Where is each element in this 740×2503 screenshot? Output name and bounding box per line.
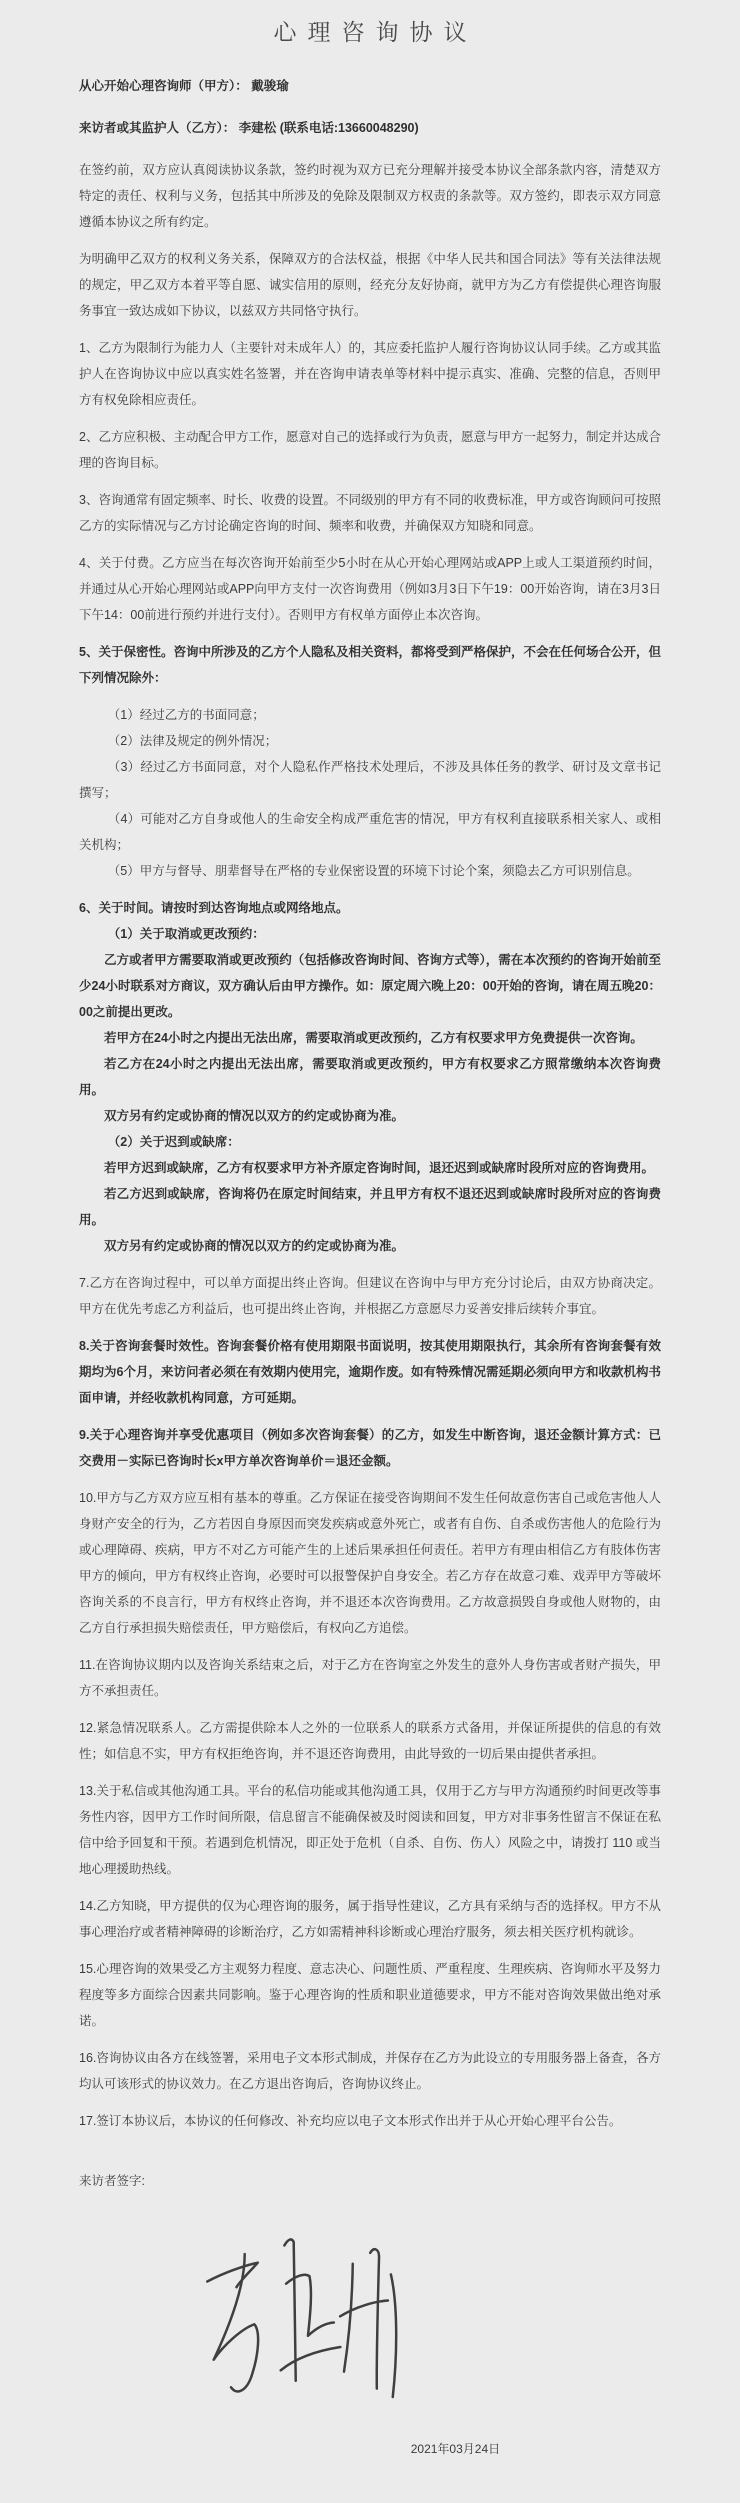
clause-16: 16.咨询协议由各方在线签署，采用电子文本形式制成，并保存在乙方为此设立的专用服务器上备查，各方均认可该形式的协议效力。在乙方退出咨询后，咨询协议终止。 [79, 2051, 661, 2091]
clause-7: 7.乙方在咨询过程中，可以单方面提出终止咨询。但建议在咨询中与甲方充分讨论后，由双方协商决定。甲方在优先考虑乙方利益后，也可提出终止咨询，并根据乙方意愿尽力妥善安排后续转介事宜。 [79, 1276, 661, 1316]
clause-6: 6、关于时间。请按时到达咨询地点或网络地点。 [79, 901, 349, 915]
clause-5-item-1: （1）经过乙方的书面同意； [107, 708, 265, 722]
party-a-line: 从心开始心理咨询师（甲方）： 戴骏瑜 [79, 79, 289, 93]
clause-6-sub2-item-1: 若甲方迟到或缺席，乙方有权要求甲方补齐原定咨询时间，退还迟到或缺席时段所对应的咨询费用。 [104, 1161, 655, 1175]
clause-6-sub2-item-2: 若乙方迟到或缺席，咨询将仍在原定时间结束，并且甲方有权不退还迟到或缺席时段所对应的咨询费用。 [79, 1187, 661, 1227]
clause-6-sub2-item-3: 双方另有约定或协商的情况以双方的约定或协商为准。 [104, 1239, 405, 1253]
clause-13: 13.关于私信或其他沟通工具。平台的私信功能或其他沟通工具，仅用于乙方与甲方沟通预约时间更改等事务性内容，因甲方工作时间所限，信息留言不能确保被及时阅读和回复，甲方对非事务性留言不保证在私信中给予回复和干预。若遇到危机情况，即正处于危机（自杀、自伤、伤人）风险之中，请拨打 110 或当地心理援助热线。 [79, 1784, 661, 1876]
page-title: 心理咨询协议 [273, 19, 478, 45]
clause-15: 15.心理咨询的效果受乙方主观努力程度、意志决心、问题性质、严重程度、生理疾病、咨询师水平及努力程度等多方面综合因素共同影响。鉴于心理咨询的性质和职业道德要求，甲方不能对咨询效果做出绝对承诺。 [79, 1962, 661, 2028]
clause-5-item-5: （5）甲方与督导、朋辈督导在严格的专业保密设置的环境下讨论个案，须隐去乙方可识别信息。 [107, 864, 640, 878]
clause-5: 5、关于保密性。咨询中所涉及的乙方个人隐私及相关资料，都将受到严格保护，不会在任何场合公开，但下列情况除外： [79, 645, 661, 685]
clause-2: 2、乙方应积极、主动配合甲方工作，愿意对自己的选择或行为负责，愿意与甲方一起努力，制定并达成合理的咨询目标。 [79, 430, 661, 470]
agreement-body [79, 73, 661, 2462]
clause-14: 14.乙方知晓，甲方提供的仅为心理咨询的服务，属于指导性建议，乙方具有采纳与否的选择权。甲方不从事心理治疗或者精神障碍的诊断治疗，乙方如需精神科诊断或心理治疗服务，须去相关医疗机构就诊。 [79, 1899, 661, 1939]
clause-9: 9.关于心理咨询并享受优惠项目（例如多次咨询套餐）的乙方，如发生中断咨询，退还金额计算方式：已交费用－实际已咨询时长x甲方单次咨询单价＝退还金额。 [79, 1428, 661, 1468]
clause-6-sub1-item-1: 乙方或者甲方需要取消或更改预约（包括修改咨询时间、咨询方式等），需在本次预约的咨询开始前至少24小时联系对方商议，双方确认后由甲方操作。如：原定周六晚上20：00开始的咨询，请在周五晚20：00之前提出更改。 [79, 953, 661, 1019]
clause-11: 11.在咨询协议期内以及咨询关系结束之后，对于乙方在咨询室之外发生的意外人身伤害或者财产损失，甲方不承担责任。 [79, 1658, 661, 1698]
clause-8: 8.关于咨询套餐时效性。咨询套餐价格有使用期限书面说明，按其使用期限执行，其余所有咨询套餐有效期均为6个月，来访问者必须在有效期内使用完，逾期作废。如有特殊情况需延期必须向甲方和收款机构书面申请，并经收款机构同意，方可延期。 [79, 1339, 661, 1405]
party-b-line: 来访者或其监护人（乙方）： 李建松 (联系电话:13660048290) [79, 121, 419, 135]
clause-12: 12.紧急情况联系人。乙方需提供除本人之外的一位联系人的联系方式备用，并保证所提供的信息的有效性；如信息不实，甲方有权拒绝咨询，并不退还咨询费用，由此导致的一切后果由提供者承担。 [79, 1721, 661, 1761]
clause-17: 17.签订本协议后，本协议的任何修改、补充均应以电子文本形式作出并于从心开始心理平台公告。 [79, 2114, 622, 2128]
clause-6-sub1-item-3: 若乙方在24小时之内提出无法出席，需要取消或更改预约，甲方有权要求乙方照常缴纳本次咨询费用。 [79, 1057, 661, 1097]
clause-1: 1、乙方为限制行为能力人（主要针对未成年人）的，其应委托监护人履行咨询协议认同手续。乙方或其监护人在咨询协议中应以真实姓名签署，并在咨询申请表单等材料中提示真实、准确、完整的信息，否则甲方有权免除相应责任。 [79, 341, 661, 407]
clause-5-item-3: （3）经过乙方书面同意，对个人隐私作严格技术处理后，不涉及具体任务的教学、研讨及文章书记撰写； [79, 760, 661, 800]
clause-5-item-2: （2）法律及规定的例外情况； [107, 734, 278, 748]
clause-5-item-4: （4）可能对乙方自身或他人的生命安全构成严重危害的情况，甲方有权利直接联系相关家人、或相关机构； [79, 812, 661, 852]
intro-paragraph-2: 为明确甲乙双方的权利义务关系，保障双方的合法权益，根据《中华人民共和国合同法》等有关法律法规的规定，甲乙双方本着平等自愿、诚实信用的原则，经充分友好协商，就甲方为乙方有偿提供心理咨询服务事宜一致达成如下协议，以兹双方共同恪守执行。 [79, 252, 661, 318]
clause-6-sub2-title: （2）关于迟到或缺席： [107, 1135, 240, 1149]
signature-strokes-icon [197, 2220, 417, 2425]
clause-10: 10.甲方与乙方双方应互相有基本的尊重。乙方保证在接受咨询期间不发生任何故意伤害自己或危害他人人身财产安全的行为，乙方若因自身原因而突发疾病或意外死亡，或者有自伤、自杀或伤害他人的危险行为或心理障碍、疾病，甲方不对乙方可能产生的上述后果承担任何责任。若甲方有理由相信乙方有肢体伤害甲方的倾向，甲方有权终止咨询，必要时可以报警保护自身安全。若乙方存在故意刁难、戏弄甲方等破坏咨询关系的不良言行，甲方有权终止咨询，并不退还本次咨询费用。乙方故意损毁自身或他人财物的，由乙方自行承担损失赔偿责任，甲方赔偿后，有权向乙方追偿。 [79, 1491, 661, 1635]
visitor-signature-label: 来访者签字: [79, 2174, 145, 2188]
intro-paragraph-1: 在签约前，双方应认真阅读协议条款，签约时视为双方已充分理解并接受本协议全部条款内容，清楚双方特定的责任、权利与义务，包括其中所涉及的免除及限制双方权责的条款等。双方签约，即表示双方同意遵循本协议之所有约定。 [79, 163, 661, 229]
clause-4: 4、关于付费。乙方应当在每次咨询开始前至少5小时在从心开始心理网站或APP上或人工渠道预约时间，并通过从心开始心理网站或APP向甲方支付一次咨询费用（例如3月3日下午19：00开始咨询，请在3月3日下午14：00前进行预约并进行支付）。否则甲方有权单方面停止本次咨询。 [79, 556, 661, 622]
clause-6-sub1-item-4: 双方另有约定或协商的情况以双方的约定或协商为准。 [104, 1109, 405, 1123]
visitor-signature-image [197, 2220, 661, 2425]
clause-6-sub1-item-2: 若甲方在24小时之内提出无法出席，需要取消或更改预约，乙方有权要求甲方免费提供一次咨询。 [104, 1031, 643, 1045]
signing-date: 2021年03月24日 [410, 2442, 501, 2456]
clause-6-sub1-title: （1）关于取消或更改预约： [107, 927, 265, 941]
clause-3: 3、咨询通常有固定频率、时长、收费的设置。不同级别的甲方有不同的收费标准，甲方或咨询顾问可按照乙方的实际情况与乙方讨论确定咨询的时间、频率和收费，并确保双方知晓和同意。 [79, 493, 661, 533]
